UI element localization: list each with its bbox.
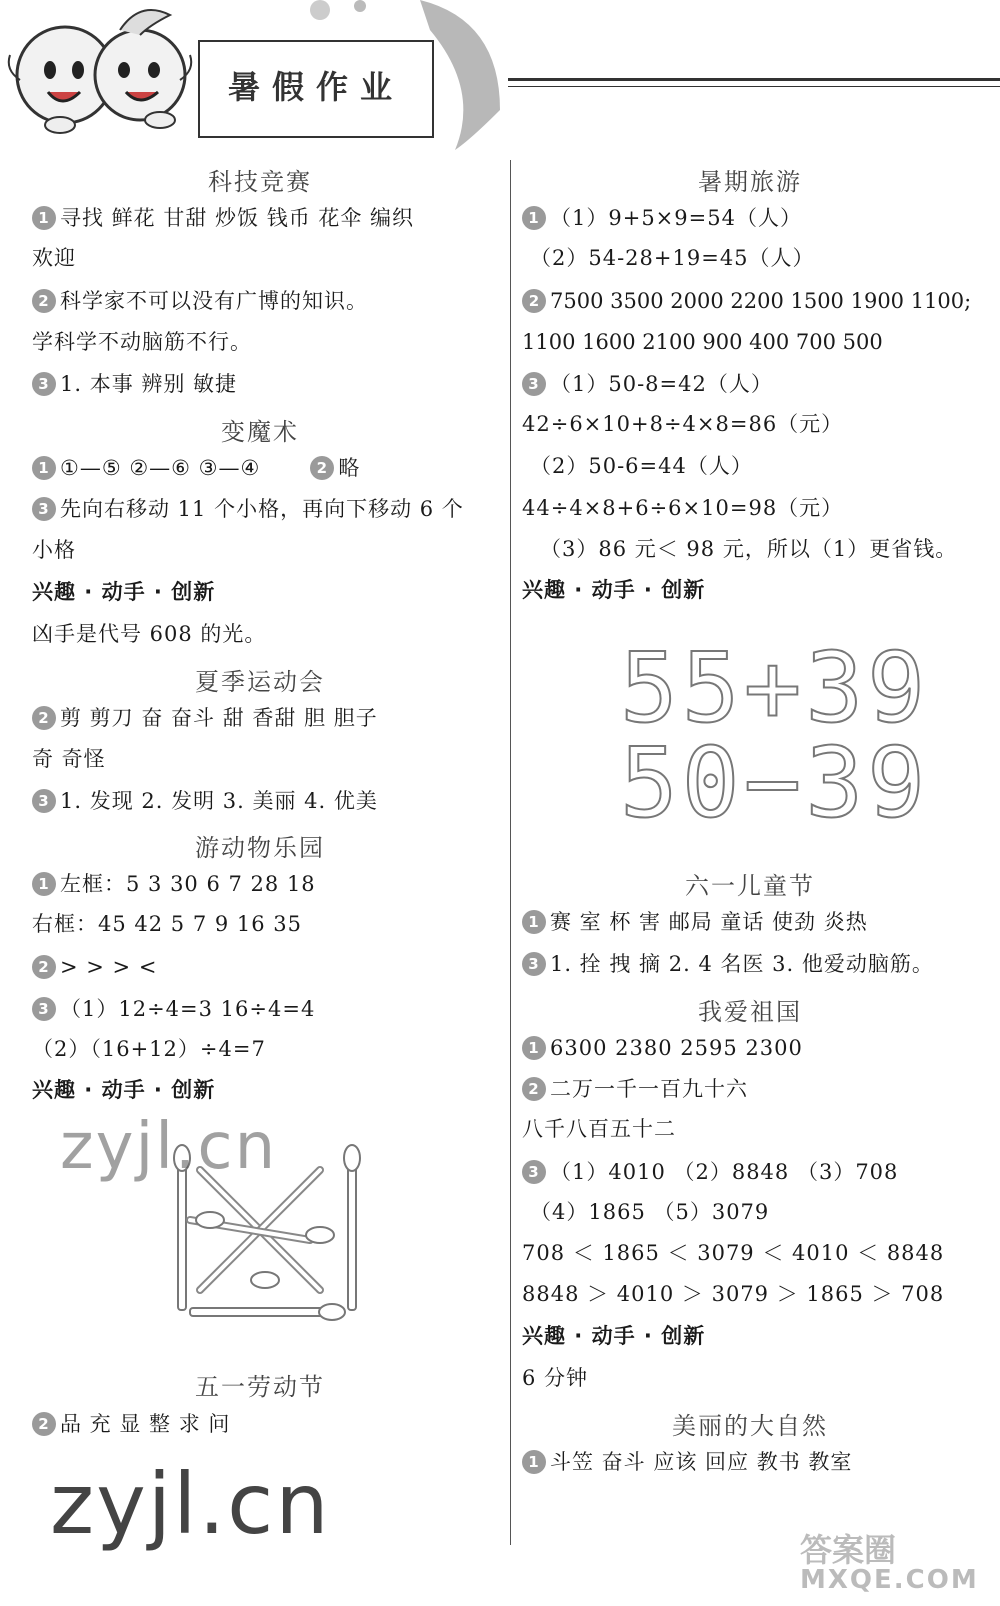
answer-text: 赛 室 杯 害 邮局 童话 使劲 炎热 [550, 910, 868, 934]
answer-text: > > > < [60, 955, 158, 979]
answer-text: 708 ＜ 1865 ＜ 3079 ＜ 4010 ＜ 8848 [522, 1241, 945, 1265]
answer-text: 先向右移动 11 个小格，再向下移动 6 个 [60, 497, 464, 521]
answer-text: 欢迎 [32, 246, 76, 270]
number-badge: 2 [522, 1077, 546, 1101]
answer-text: （1）4010 （2）8848 （3）708 [550, 1160, 899, 1184]
answer-text: 1. 本事 辨别 敏捷 [60, 372, 238, 396]
answer-text: 左框：5 3 30 6 7 28 18 [60, 872, 316, 896]
answer-text: 1. 拴 拽 摘 2. 4 名医 3. 他爱动脑筋。 [550, 952, 934, 976]
section-title-nature: 美丽的大自然 [672, 1412, 828, 1440]
number-badge: 3 [32, 372, 56, 396]
header-rule [508, 78, 1000, 81]
answer-text: 寻找 鲜花 甘甜 炒饭 钱币 花伞 编织 [60, 206, 415, 230]
number-badge: 2 [32, 706, 56, 730]
column-divider [510, 160, 511, 1545]
answer-text: （1）50-8=42（人） [550, 372, 773, 396]
matchstick-equation-bottom: 50−39 [620, 727, 929, 839]
answer-text: 科学家不可以没有广博的知识。 [60, 289, 368, 313]
number-badge: 1 [522, 910, 546, 934]
watermark-logo: 答案圈 [800, 1531, 897, 1569]
answer-text: 小格 [32, 538, 76, 562]
header-rule-thin [508, 86, 1000, 87]
number-badge: 2 [32, 1412, 56, 1436]
answer-text: 6 分钟 [522, 1366, 589, 1390]
number-badge: 2 [522, 289, 546, 313]
answer-text: 剪 剪刀 奋 奋斗 甜 香甜 胆 胆子 [60, 706, 378, 730]
section-title-summer-travel: 暑期旅游 [698, 168, 802, 196]
answer-text: 1. 发现 2. 发明 3. 美丽 4. 优美 [60, 789, 378, 813]
number-badge: 3 [32, 997, 56, 1021]
answer-text: 学科学不动脑筋不行。 [32, 330, 252, 354]
answer-text: 6300 2380 2595 2300 [550, 1036, 803, 1060]
answer-text: 品 充 显 整 求 问 [60, 1412, 231, 1436]
page-title: 暑假作业 [227, 68, 404, 106]
watermark-text: zyjl.cn [50, 1455, 331, 1553]
number-badge: 3 [32, 497, 56, 521]
number-badge: 1 [522, 1036, 546, 1060]
answer-text: （2）54-28+19=45（人） [530, 246, 815, 270]
number-badge: 3 [522, 1160, 546, 1184]
section-title-labor-day: 五一劳动节 [195, 1373, 325, 1401]
number-badge: 2 [310, 456, 334, 480]
number-badge: 3 [32, 789, 56, 813]
bonus-heading: 兴趣 · 动手 · 创新 [32, 1078, 216, 1102]
answer-text: （1）9+5×9=54（人） [550, 206, 802, 230]
bonus-heading: 兴趣 · 动手 · 创新 [32, 580, 216, 604]
answer-text: （3）86 元＜ 98 元，所以（1）更省钱。 [540, 537, 958, 561]
answer-text: 略 [338, 456, 361, 480]
bonus-heading: 兴趣 · 动手 · 创新 [522, 578, 706, 602]
answer-text: 42÷6×10+8÷4×8=86（元） [522, 412, 844, 436]
answer-text: 8848 ＞ 4010 ＞ 3079 ＞ 1865 ＞ 708 [522, 1282, 945, 1306]
answer-text: 1100 1600 2100 900 400 700 500 [522, 330, 883, 354]
answer-text: 二万一千一百九十六 [550, 1077, 748, 1101]
section-title-tech-contest: 科技竞赛 [208, 168, 312, 196]
title-box [198, 40, 434, 138]
watermark-url: MXQE.COM [800, 1565, 979, 1595]
bonus-heading: 兴趣 · 动手 · 创新 [522, 1324, 706, 1348]
number-badge: 1 [522, 1450, 546, 1474]
section-title-magic: 变魔术 [221, 418, 299, 446]
number-badge: 1 [32, 206, 56, 230]
answer-text: （1）12÷4=3 16÷4=4 [60, 997, 316, 1021]
answer-text: 7500 3500 2000 2200 1500 1900 1100; [550, 289, 972, 313]
section-title-childrens-day: 六一儿童节 [685, 872, 815, 900]
section-title-zoo: 游动物乐园 [195, 834, 325, 862]
answer-text: （2）（16+12）÷4=7 [32, 1037, 266, 1061]
answer-text: 斗笠 奋斗 应该 回应 教书 教室 [550, 1450, 853, 1474]
number-badge: 3 [522, 952, 546, 976]
answer-text: （2）50-6=44（人） [530, 454, 753, 478]
matchstick-equation-top: 55+39 [620, 632, 929, 744]
answer-text: ①—⑤ ②—⑥ ③—④ [60, 456, 261, 480]
answer-text: （4）1865 （5）3079 [530, 1200, 770, 1224]
number-badge: 1 [522, 206, 546, 230]
number-badge: 1 [32, 872, 56, 896]
section-title-love-country: 我爱祖国 [698, 998, 802, 1026]
answer-text: 八千八百五十二 [522, 1117, 676, 1141]
watermark-text: zyjl.cn [60, 1110, 278, 1184]
section-title-summer-games: 夏季运动会 [195, 668, 325, 696]
answer-text: 44÷4×8+6÷6×10=98（元） [522, 496, 844, 520]
number-badge: 2 [32, 289, 56, 313]
number-badge: 1 [32, 456, 56, 480]
number-badge: 3 [522, 372, 546, 396]
answer-text: 右框：45 42 5 7 9 16 35 [32, 912, 303, 936]
number-badge: 2 [32, 955, 56, 979]
answer-text: 奇 奇怪 [32, 747, 106, 771]
answer-text: 凶手是代号 608 的光。 [32, 622, 267, 646]
